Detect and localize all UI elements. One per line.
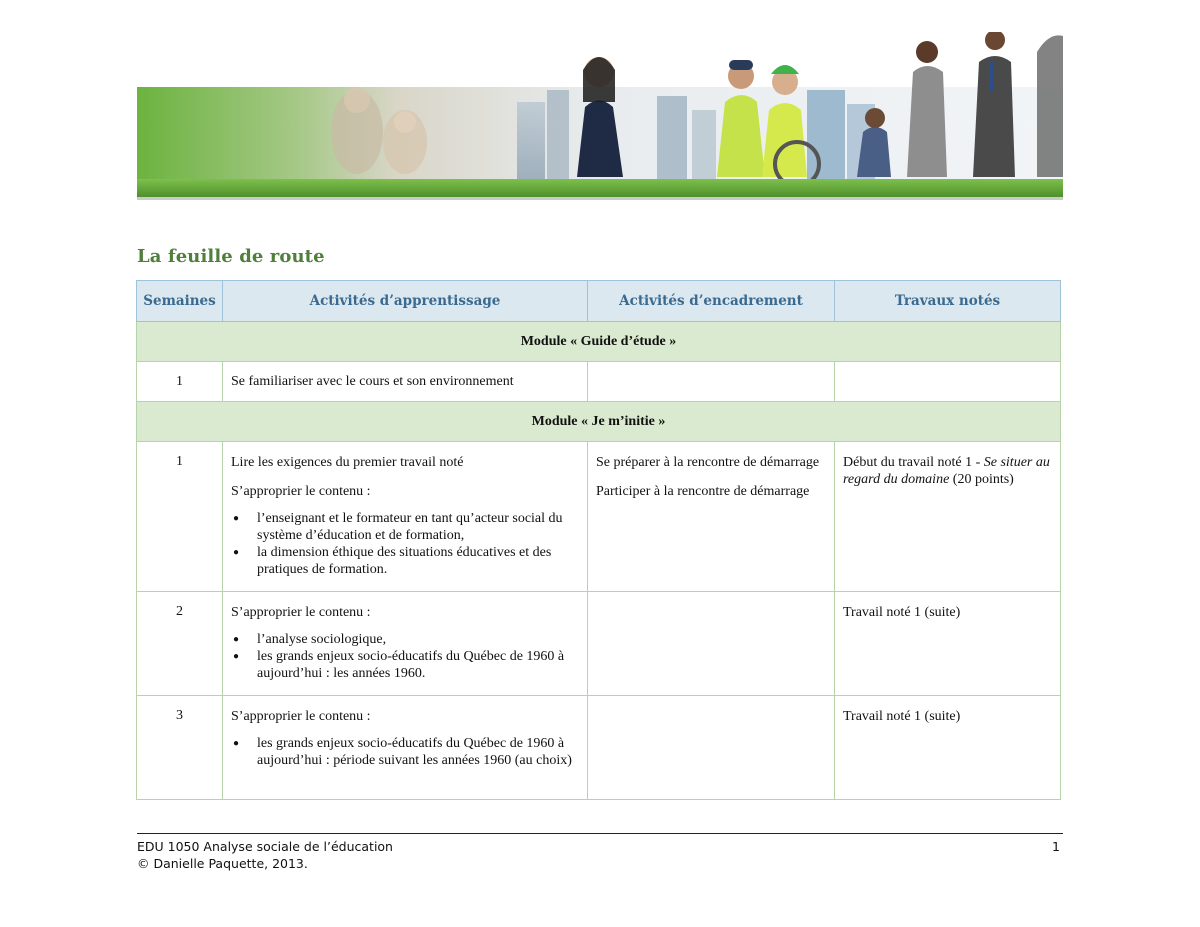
bullet-list (231, 735, 579, 769)
photo-banner-collage-icon (137, 32, 1063, 202)
learning-text: S’approprier le contenu : (231, 484, 371, 499)
graded-cell (835, 442, 1061, 592)
module-row-guide (137, 322, 1061, 362)
learning-cell (223, 592, 588, 696)
table-row (137, 362, 1061, 402)
learning-cell (223, 696, 588, 800)
module-row-initiation (137, 402, 1061, 442)
graded-title: Se situer au regard du domaine (843, 455, 1050, 487)
support-cell (588, 592, 835, 696)
header-banner (137, 32, 1063, 202)
table-row (137, 592, 1061, 696)
learning-cell (223, 442, 588, 592)
roadmap-table (136, 280, 1061, 800)
list-item: ● l’enseignant et le formateur en tant qu’acteur social du système d’éducation et de formation, (257, 510, 579, 544)
bullet-list (231, 631, 579, 682)
support-cell (588, 442, 835, 592)
column-header-weeks: Semaines (137, 281, 223, 322)
module-title: Module « Je m’initie » (137, 402, 1061, 442)
page-number: 1 (1052, 839, 1060, 854)
learning-text: Lire les exigences du premier travail noté (231, 455, 464, 470)
support-text: Se préparer à la rencontre de démarrage (596, 455, 820, 470)
graded-cell (835, 362, 1061, 402)
table-row (137, 442, 1061, 592)
column-header-support-activities: Activités d’encadrement (588, 281, 835, 322)
table-header-row (137, 281, 1061, 322)
learning-text: S’approprier le contenu : (231, 709, 371, 724)
graded-cell: Travail noté 1 (suite) (835, 696, 1061, 800)
support-text: Participer à la rencontre de démarrage (596, 484, 810, 499)
week-cell: 1 (137, 442, 223, 592)
list-item: ● les grands enjeux socio-éducatifs du Québec de 1960 à aujourd’hui : les années 1960. (257, 648, 579, 682)
column-header-graded-work: Travaux notés (835, 281, 1061, 322)
list-item: ● la dimension éthique des situations éducatives et des pratiques de formation. (257, 544, 579, 578)
week-cell: 2 (137, 592, 223, 696)
table-row (137, 696, 1061, 800)
footer-course: EDU 1050 Analyse sociale de l’éducation (137, 839, 393, 854)
graded-points: (20 points) (949, 472, 1014, 487)
footer-divider (137, 833, 1063, 834)
learning-cell: Se familiariser avec le cours et son environnement (223, 362, 588, 402)
list-item: ● les grands enjeux socio-éducatifs du Québec de 1960 à aujourd’hui : période suivant les années 1960 (au choix) (257, 735, 579, 769)
footer-copyright: © Danielle Paquette, 2013. (137, 856, 308, 871)
page-footer (137, 838, 1063, 872)
support-cell (588, 362, 835, 402)
graded-text: Début du travail noté 1 - (843, 455, 984, 470)
bullet-list (231, 510, 579, 578)
page-title: La feuille de route (137, 246, 325, 267)
list-item: ● l’analyse sociologique, (257, 631, 579, 648)
column-header-learning-activities: Activités d’apprentissage (223, 281, 588, 322)
learning-text: S’approprier le contenu : (231, 605, 371, 620)
week-cell: 1 (137, 362, 223, 402)
week-cell: 3 (137, 696, 223, 800)
graded-cell: Travail noté 1 (suite) (835, 592, 1061, 696)
support-cell (588, 696, 835, 800)
module-title: Module « Guide d’étude » (137, 322, 1061, 362)
